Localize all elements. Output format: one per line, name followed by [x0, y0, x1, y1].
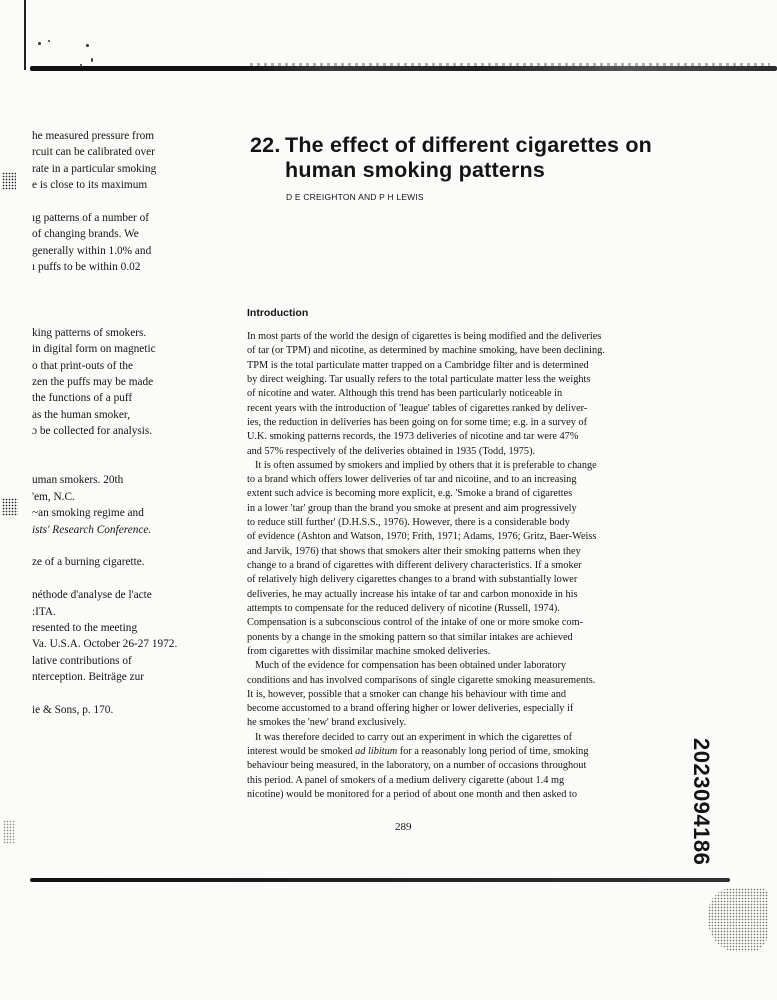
body-line: this period. A panel of smokers of a medium delivery cigarette (about 1.4 mg	[247, 774, 565, 786]
body-line: from cigarettes with dissimilar machine smoked deliveries.	[247, 645, 491, 657]
chapter-title	[250, 133, 700, 183]
body-line: extent such advice is becoming more explicit, e.g. 'Smoke a brand of cigarettes	[247, 488, 573, 500]
body-text	[247, 330, 677, 802]
margin-line: resented to the meeting	[32, 622, 138, 635]
body-line: of evidence (Ashton and Watson, 1970; Frith, 1971; Adams, 1976; Gritz, Baer-Weiss	[247, 531, 597, 543]
chapter-number: 22.	[250, 133, 281, 157]
margin-line: uman smokers. 20th	[32, 474, 124, 487]
margin-line: ists' Research Conference.	[32, 523, 152, 536]
margin-line: the functions of a puff	[32, 392, 133, 405]
margin-line: e is close to its maximum	[32, 179, 148, 192]
margin-line: as the human smoker,	[32, 408, 131, 421]
body-line: ponents by a change in the smoking pattern so that similar intakes are achieved	[247, 631, 573, 643]
body-line: change to a brand of cigarettes with different delivery characteristics. If a smoker	[247, 560, 582, 571]
body-line: he smokes the 'new' brand exclusively.	[247, 717, 407, 729]
margin-line: rate in a particular smoking	[32, 162, 157, 175]
margin-line: rcuit can be calibrated over	[32, 146, 155, 159]
margin-line: zen the puffs may be made	[32, 376, 154, 389]
body-line: Much of the evidence for compensation has been obtained under laboratory	[255, 660, 567, 672]
body-line: behaviour being measured, in the laboratory, on a number of occasions throughout	[247, 760, 587, 772]
margin-line: néthode d'analyse de l'acte	[32, 589, 152, 602]
previous-page-margin-column	[32, 128, 207, 718]
body-line: by direct weighing. Tar usually refers to the total particulate matter less the weights	[247, 373, 591, 385]
body-line: TPM is the total particulate matter trapped on a Cambridge filter and is determined	[247, 359, 589, 371]
margin-line: ɔ be collected for analysis.	[32, 425, 153, 438]
document-id-stamp: 2023094186	[689, 738, 714, 866]
margin-line: Va. U.S.A. October 26-27 1972.	[32, 638, 178, 651]
margin-line: o that print-outs of the	[32, 359, 134, 372]
body-line: to a brand which offers lower deliveries of tar and nicotine, and to an increasing	[247, 474, 577, 486]
margin-line: ~an smoking regime and	[32, 507, 144, 520]
body-line: nicotine) would be monitored for a period of about one month and then asked to	[247, 789, 577, 800]
emphasis: ad libitum	[355, 746, 398, 758]
body-line: U.K. smoking patterns records, the 1973 deliveries of nicotine and tar were 47%	[247, 431, 579, 443]
body-line: conditions and has involved comparisons of single cigarette smoking measurements.	[247, 674, 596, 686]
body-line: and Jarvik, 1976) that shows that smokers alter their smoking patterns when they	[247, 545, 581, 557]
margin-line: in digital form on magnetic	[32, 343, 156, 356]
body-line: It is, however, possible that a smoker can change his behaviour with time and	[247, 688, 566, 700]
margin-line: ze of a burning cigarette.	[32, 556, 145, 569]
body-line: in a lower 'tar' group than the brand you smoke at present and aim progressively	[247, 502, 577, 514]
page-number: 289	[395, 821, 412, 833]
body-line: deliveries, he may actually increase his intake of tar and carbon monoxide in his	[247, 588, 578, 600]
scan-speck	[48, 40, 50, 42]
body-line: interest would be smoked ad libitum for a reasonably long period of time, smoking	[247, 746, 589, 758]
margin-line: generally within 1.0% and	[32, 244, 152, 257]
margin-line: nterception. Beiträge zur	[32, 671, 144, 684]
body-line: become accustomed to a brand offering higher or lower deliveries, especially if	[247, 703, 574, 715]
margin-line: :ITA.	[32, 605, 56, 618]
body-line: of tar (or TPM) and nicotine, as determined by machine smoking, have been declining.	[247, 345, 605, 357]
margin-line: ı puffs to be within 0.02	[32, 261, 141, 274]
scan-halftone-mark	[2, 172, 16, 190]
scan-speck	[80, 64, 82, 66]
margin-line: ie & Sons, p. 170.	[32, 704, 114, 717]
margin-line: of changing brands. We	[32, 228, 139, 241]
body-line: ies, the reduction in deliveries has been going on for some time; e.g. in a survey of	[247, 416, 587, 428]
margin-line: he measured pressure from	[32, 130, 155, 142]
margin-line: lative contributions of	[32, 654, 132, 667]
body-line: It was therefore decided to carry out an experiment in which the cigarettes of	[255, 731, 573, 743]
left-scan-edge-line	[24, 0, 26, 70]
scan-halftone-mark	[3, 820, 15, 844]
body-line: of relatively high delivery cigarettes changes to a brand with substantially lower	[247, 574, 578, 586]
chapter-title-line-1: The effect of different cigarettes on	[285, 133, 652, 157]
body-line: It is often assumed by smokers and implied by others that it is preferable to change	[255, 459, 597, 471]
top-rule	[30, 66, 777, 71]
body-line: attempts to compensate for the reduced delivery of nicotine (Russell, 1974).	[247, 602, 560, 614]
body-line: In most parts of the world the design of cigarettes is being modified and the deliveries	[247, 331, 602, 342]
body-line: and 57% respectively of the deliveries obtained in 1935 (Todd, 1975).	[247, 445, 536, 457]
body-line: Compensation is a subconscious control of the intake of one or more smoke com-	[247, 617, 584, 629]
margin-line: king patterns of smokers.	[32, 326, 147, 339]
scan-speck	[91, 58, 93, 62]
chapter-authors: D E CREIGHTON AND P H LEWIS	[286, 192, 424, 202]
scan-corner-noise	[708, 888, 768, 952]
body-line: to reduce still further' (D.H.S.S., 1976). However, there is a considerable body	[247, 517, 570, 529]
scan-speck	[86, 44, 89, 47]
scan-speck	[38, 42, 41, 45]
chapter-title-line-2: human smoking patterns	[285, 158, 546, 182]
scan-halftone-mark	[2, 498, 18, 516]
body-line: of nicotine and water. Although this trend has been particularly noticeable in	[247, 388, 563, 400]
margin-line: ıg patterns of a number of	[32, 212, 150, 225]
body-line: recent years with the introduction of 'league' tables of cigarettes ranked by deliver-	[247, 402, 588, 414]
margin-line: 'em, N.C.	[32, 490, 75, 503]
section-heading: Introduction	[247, 307, 309, 319]
bottom-rule	[30, 878, 730, 882]
